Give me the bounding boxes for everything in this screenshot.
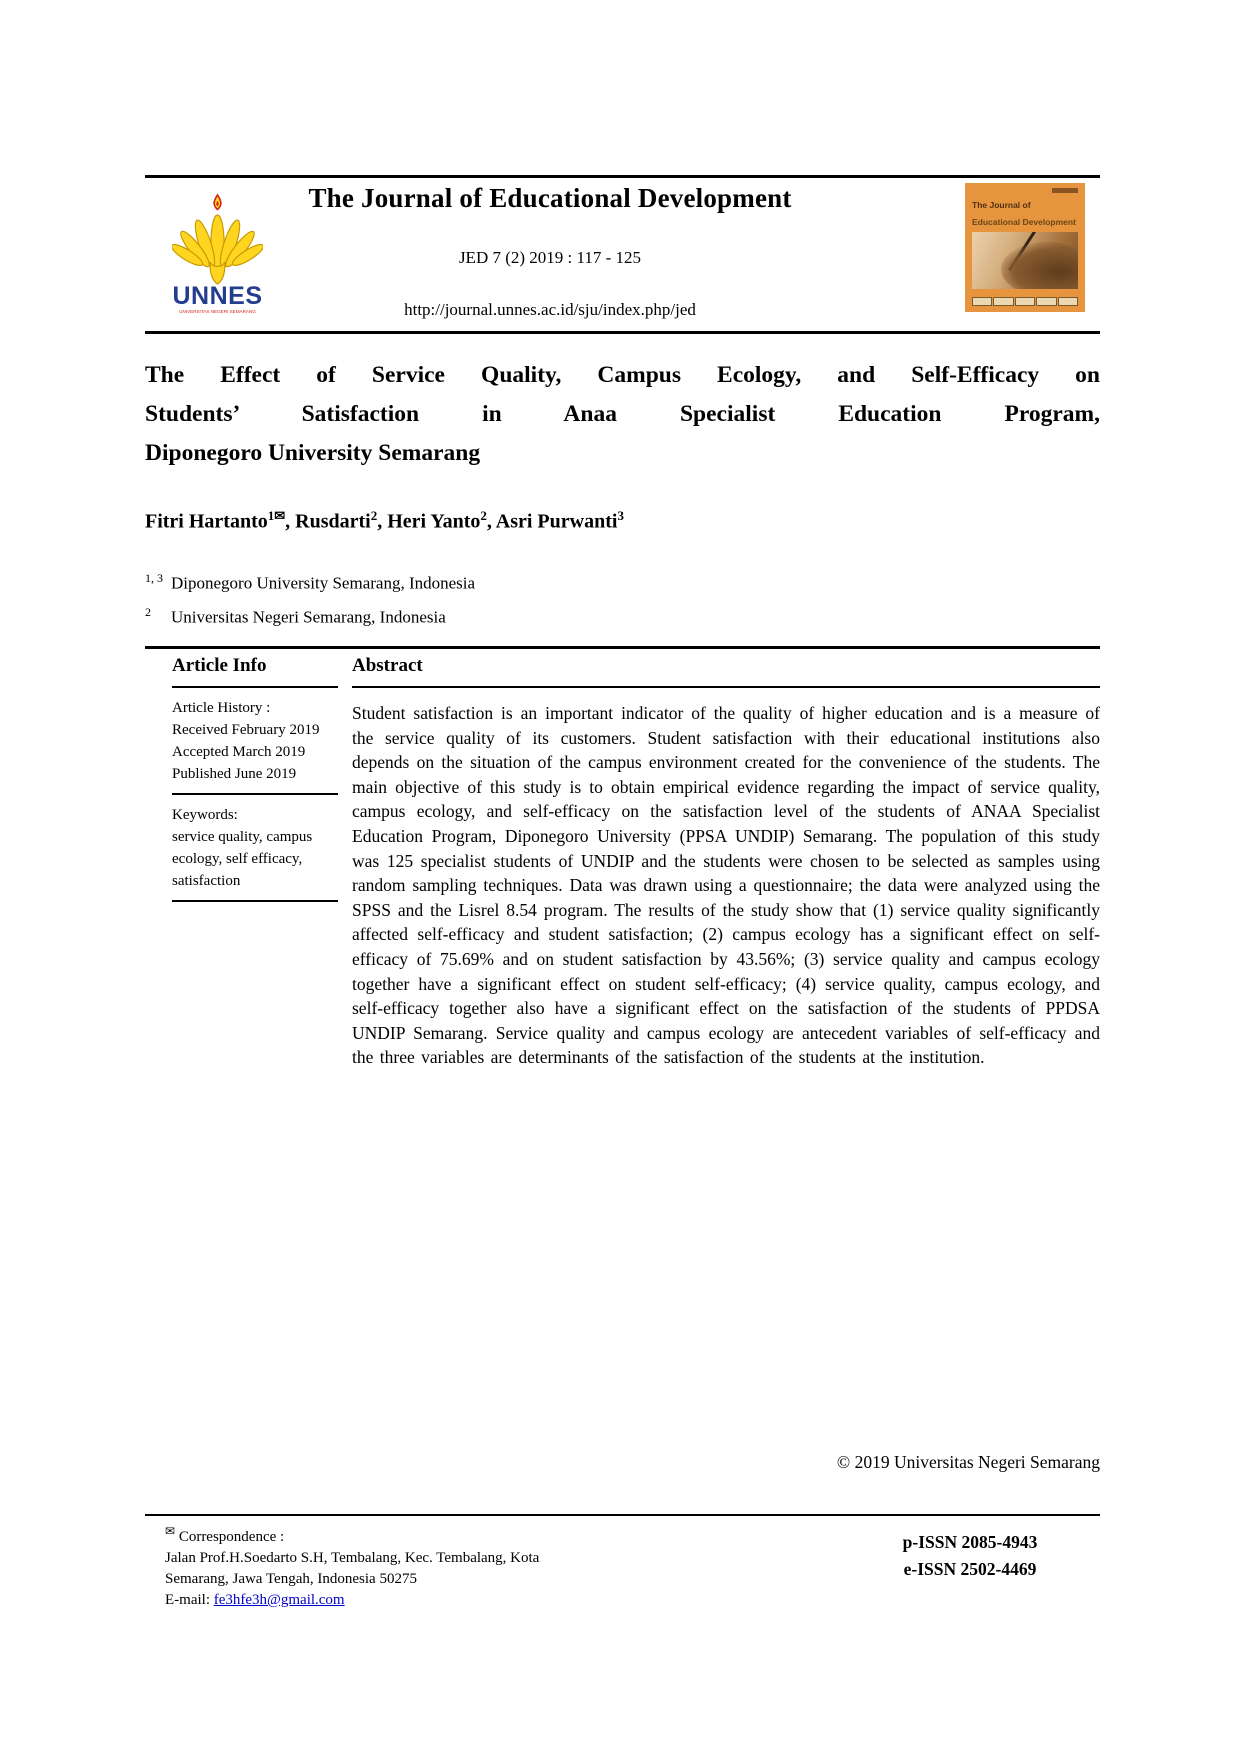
abstract-text: Student satisfaction is an important indicator of the quality of higher education and is a measure of the service quality of its customers. Student satisfaction with their educational institutions also depends on the situation of the campus environment created for the convenience of the students. The main objective of this study is to obtain empirical evidence regarding the impact of service quality, campus ecology, and self-efficacy on the satisfaction level of the students of ANAA Specialist Education Program, Diponegoro University (PPSA UNDIP) Semarang. The population of this study was 125 specialist students of UNDIP and the students were chosen to be selected as samples using random sampling techniques. Data was drawn using a questionnaire; the data were analyzed using the SPSS and the Lisrel 8.54 program. The results of the study show that (1) service quality significantly affected self-efficacy and student satisfaction; (2) campus ecology has a significant effect on self-efficacy of 75.69% and on student satisfaction by 43.56%; (3) service quality and campus ecology together have a significant effect on student self-efficacy; (4) service quality, campus ecology, and self-efficacy together also have a significant effect on the satisfaction of the students of PPDSA UNDIP Semarang. Service quality and campus ecology are antecedent variables of self-efficacy and the three variables are determinants of the satisfaction of the students at the institution. (352, 703, 1100, 1068)
cover-code-strip (1052, 188, 1078, 193)
cover-info-table (972, 297, 1078, 306)
author-name: Fitri Hartanto (145, 510, 268, 533)
author-name: , Rusdarti (285, 510, 371, 533)
history-line: Received February 2019 (172, 722, 320, 738)
author-superscript: 1 (267, 508, 275, 523)
article-title-line: Diponegoro University Semarang (145, 440, 481, 466)
affiliation-superscript: 1, 3 (145, 571, 163, 585)
author-name: , Asri Purwanti (486, 510, 618, 533)
e-issn: e-ISSN 2502-4469 (903, 1559, 1037, 1579)
correspondence-block (165, 1521, 725, 1611)
correspondence-address-line: Jalan Prof.H.Soedarto S.H, Tembalang, Kec. Tembalang, Kota (165, 1550, 540, 1566)
abstract-heading: Abstract (352, 655, 1100, 688)
author-superscript: 3 (617, 508, 624, 523)
affiliations (145, 564, 1100, 631)
hand-shape (1001, 242, 1078, 289)
correspondence-address-line: Semarang, Jawa Tengah, Indonesia 50275 (165, 1571, 417, 1587)
author-superscript: 2 (370, 508, 378, 523)
article-title-line: Students’ Satisfaction in Anaa Specialist Education Program, (145, 401, 1100, 427)
issue-info: JED 7 (2) 2019 : 117 - 125 (458, 248, 642, 267)
envelope-icon: ✉ (274, 508, 286, 523)
article-info-heading: Article Info (172, 655, 338, 688)
cover-title-line1: The Journal of (972, 200, 1031, 210)
correspondence-heading (165, 1521, 725, 1548)
unnes-logo-subtext: UNIVERSITAS NEGERI SEMARANG (179, 309, 256, 314)
article-history-block (172, 688, 338, 795)
correspondence-label: Correspondence : (178, 1529, 285, 1545)
envelope-icon: ✉ (165, 1524, 176, 1538)
article-title-line: The Effect of Service Quality, Campus Ecology, and Self-Efficacy on (145, 362, 1100, 388)
history-line: Published June 2019 (172, 766, 297, 782)
author-name: , Heri Yanto (377, 510, 481, 533)
issn-block (880, 1529, 1060, 1583)
affiliation-superscript: 2 (145, 604, 151, 619)
affiliation-row (145, 598, 1100, 632)
email-row (165, 1590, 725, 1611)
history-line: Accepted March 2019 (172, 744, 306, 760)
journal-url: http://journal.unnes.ac.id/sju/index.php/jed (404, 300, 696, 319)
email-link[interactable]: fe3hfe3h@gmail.com (213, 1592, 345, 1608)
keywords-block (172, 795, 338, 902)
article-history-label: Article History : (172, 700, 271, 716)
email-label: E-mail: (165, 1592, 214, 1608)
affiliation-row (145, 564, 1100, 598)
journal-title: The Journal of Educational Development (308, 183, 792, 213)
abstract-panel (352, 655, 1100, 1070)
p-issn: p-ISSN 2085-4943 (902, 1532, 1038, 1552)
journal-cover-thumbnail (965, 183, 1085, 312)
footer-top-rule (145, 1514, 1100, 1516)
keywords-label: Keywords: (172, 807, 238, 823)
copyright-line: © 2019 Universitas Negeri Semarang (836, 1452, 1100, 1472)
author-superscript: 2 (480, 508, 487, 523)
authors-line (145, 508, 1100, 534)
cover-title-line2: Educational Development (972, 217, 1076, 227)
keywords-text: service quality, campus ecology, self efficacy, satisfaction (172, 829, 313, 889)
info-table-top-rule (145, 646, 1100, 649)
cover-photo (972, 232, 1078, 289)
unnes-logo-text: UNNES (172, 282, 263, 310)
article-info-panel (172, 655, 338, 902)
article-title (145, 356, 1100, 473)
affiliation-text: Diponegoro University Semarang, Indonesia (171, 573, 476, 593)
affiliation-text: Universitas Negeri Semarang, Indonesia (171, 607, 446, 627)
journal-header (240, 0, 860, 340)
